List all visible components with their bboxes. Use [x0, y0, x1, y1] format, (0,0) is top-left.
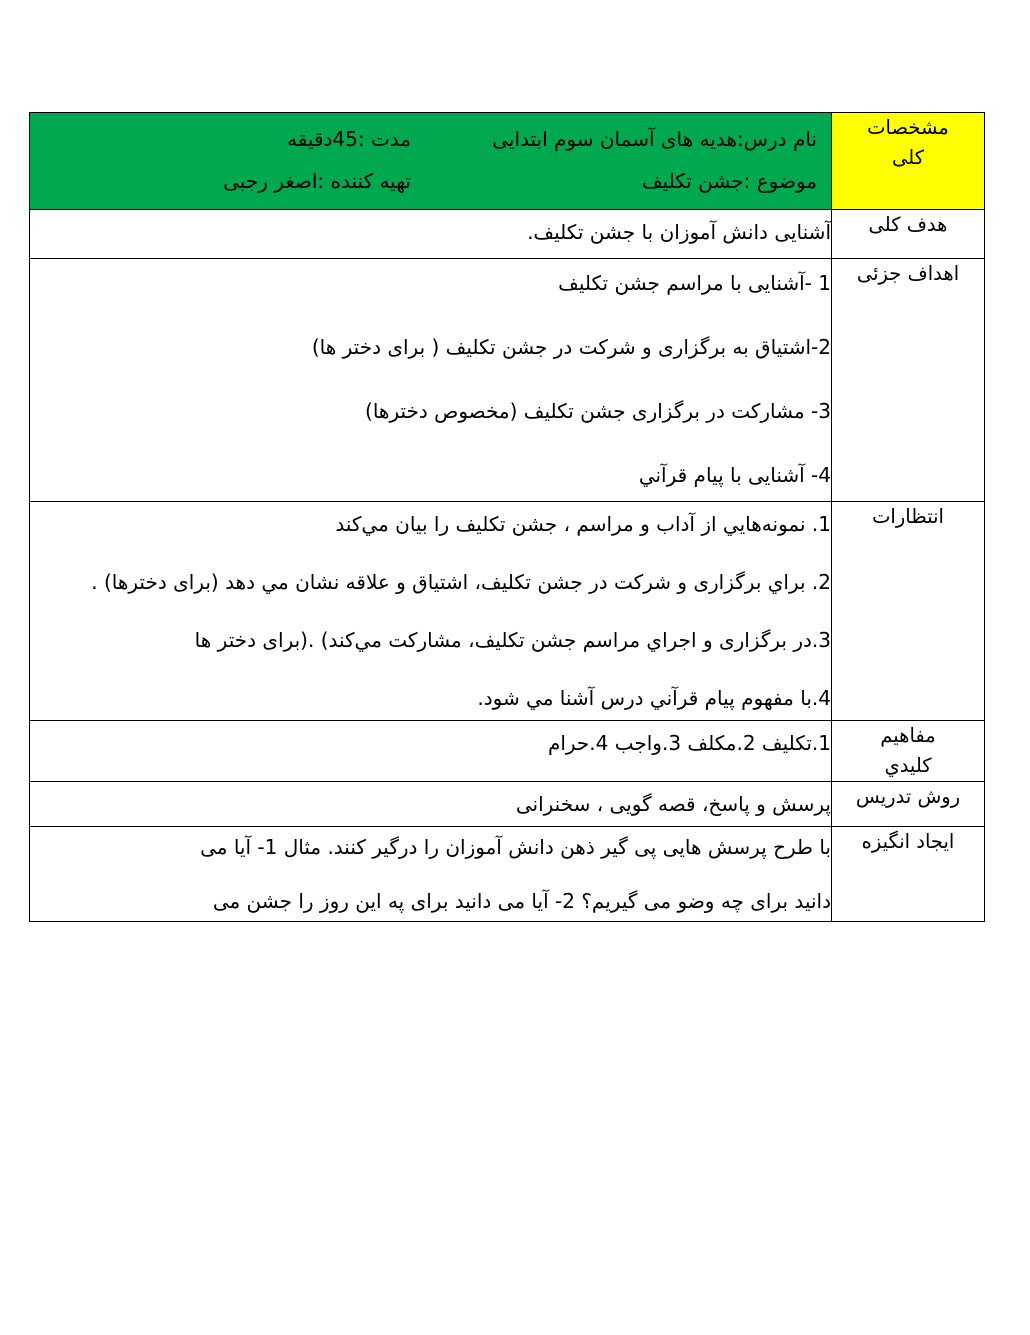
lesson-plan-table [29, 112, 985, 922]
table-row-detailed-objectives [30, 259, 985, 502]
row-label-teaching-method: روش تدریس [832, 782, 985, 827]
key-concepts-line-1: 1.تکلیف 2.مکلف 3.واجب 4.حرام [547, 731, 831, 755]
lesson-name-text: نام درس:هدیه های آسمان سوم ابتدایی [492, 127, 817, 151]
general-goal-content [30, 210, 832, 259]
lesson-author-text: تهیه کننده :اصغر رجبی [223, 169, 411, 193]
table-row-teaching-method [30, 782, 985, 827]
expectation-item-2: 2. براي برگزاری و شرکت در جشن تکليف، اشتياق و علاقه نشان مي دهد (برای دخترها) . [91, 570, 831, 594]
key-concepts-content [30, 721, 832, 782]
table-row-general-goal [30, 210, 985, 259]
row-label-general-goal: هدف کلی [832, 210, 985, 259]
teaching-method-line-1: پرسش و پاسخ، قصه گویی ، سخنرانی [515, 792, 831, 817]
objective-item-3: 3- مشارکت در برگزاری جشن تکلیف (مخصوص دخترها) [365, 399, 831, 423]
row-label-expectations: انتظارات [832, 502, 985, 721]
detailed-objectives-content [30, 259, 832, 502]
table-row-motivation [30, 827, 985, 922]
expectations-content [30, 502, 832, 721]
lesson-duration-text: مدت :45دقیقه [287, 127, 411, 151]
row-label-general-specs-line2: کلی [892, 146, 924, 170]
row-label-general-specs-line1: مشخصات [867, 116, 949, 139]
row-label-motivation: ایجاد انگیزه [832, 827, 985, 922]
header-content-cell [30, 113, 832, 210]
table-row-expectations [30, 502, 985, 721]
table-row-header [30, 113, 985, 210]
expectation-item-3: 3.در برگزاری و اجراي مراسم جشن تکليف، مشاركت مي‌كند) .(برای دختر ها [194, 628, 831, 652]
header-line-subject [30, 159, 831, 209]
expectation-item-1: 1. نمونه‌هايي از آداب و مراسم ، جشن تکليف را بيان مي‌كند [335, 512, 831, 536]
expectation-item-4: 4.با مفهوم پيام قرآني درس آشنا مي شود. [477, 686, 831, 710]
motivation-line-1: با طرح پرسش هایی پی گیر ذهن دانش آموزان را درگیر کنند. مثال 1- آیا می [200, 835, 831, 860]
general-goal-line-1: آشنایی دانش آموزان با جشن تکلیف. [527, 220, 831, 244]
row-label-detailed-objectives: اهداف جزئی [832, 259, 985, 502]
table-row-key-concepts [30, 721, 985, 782]
row-label-key-concepts-line1: مفاهیم [880, 724, 936, 747]
header-line-lesson [30, 113, 831, 159]
objective-item-4: 4- آشنایی با پیام قرآني [638, 463, 831, 487]
motivation-content [30, 827, 832, 922]
objective-item-2: 2-اشتیاق به برگزاری و شرکت در جشن تکلیف ( برای دختر ها) [311, 335, 831, 359]
teaching-method-content [30, 782, 832, 827]
row-label-key-concepts [832, 721, 985, 782]
objective-item-1: 1 -آشنایی با مراسم جشن تکلیف [558, 271, 831, 295]
row-label-key-concepts-line2: كليدي [884, 754, 932, 778]
motivation-line-2: دانید برای چه وضو می گیریم؟ 2- آیا می دانید برای په این روز را جشن می [212, 889, 831, 914]
row-label-general-specs [832, 113, 985, 210]
lesson-subject-text: موضوع :جشن تکلیف [641, 169, 817, 193]
